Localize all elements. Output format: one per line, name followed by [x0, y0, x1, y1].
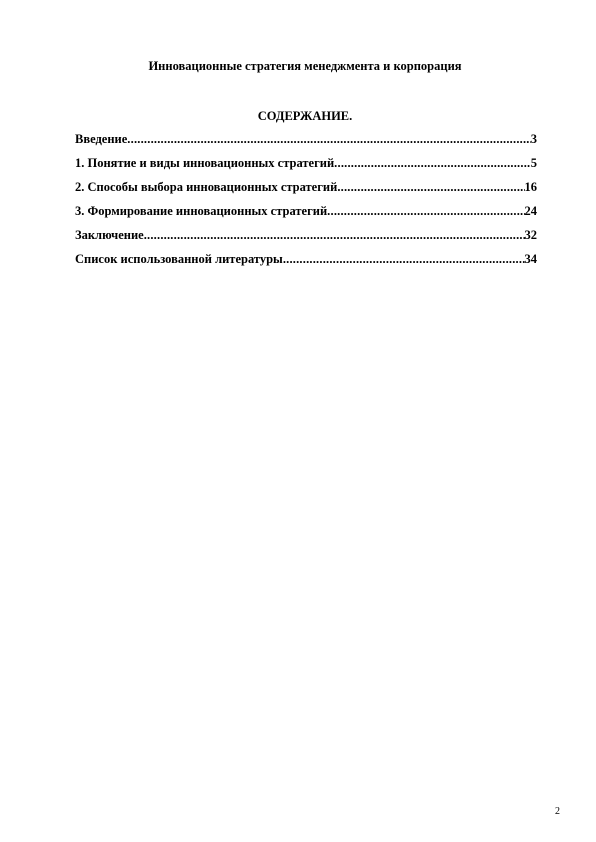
toc-entry-label: Введение: [75, 132, 128, 146]
toc-dot-leader: [283, 251, 525, 267]
toc-dot-leader: [334, 155, 531, 171]
toc-dot-leader: [144, 227, 525, 243]
toc-entry-page: 34: [524, 252, 537, 266]
toc-entry-label: 2. Способы выбора инновационных стратегий: [75, 180, 338, 194]
toc-heading: СОДЕРЖАНИЕ.: [257, 109, 353, 123]
page-number: 2: [555, 806, 560, 817]
toc-entry-references: [75, 251, 537, 275]
toc-entry-page: 24: [524, 204, 537, 218]
toc-entry-conclusion: [75, 227, 537, 251]
toc-entry-page: 5: [530, 156, 537, 170]
toc-dot-leader: [327, 203, 524, 219]
toc-entry-page: 16: [524, 180, 537, 194]
document-title: Инновационные стратегия менеджмента и корпорация: [148, 59, 462, 73]
toc-entry-introduction: [75, 131, 537, 155]
toc-entry-page: 32: [524, 228, 537, 242]
toc-dot-leader: [127, 131, 530, 147]
toc-entry-label: 3. Формирование инновационных стратегий: [75, 204, 328, 218]
toc-entry-page: 3: [530, 132, 537, 146]
toc-entry-label: 1. Понятие и виды инновационных стратегий: [75, 156, 335, 170]
toc-entry-label: Заключение: [75, 228, 144, 242]
toc-entry-chapter-2: [75, 179, 537, 203]
toc-entry-label: Список использованной литературы: [75, 252, 283, 266]
table-of-contents: [75, 131, 537, 275]
toc-dot-leader: [337, 179, 524, 195]
toc-entry-chapter-3: [75, 203, 537, 227]
toc-entry-chapter-1: [75, 155, 537, 179]
